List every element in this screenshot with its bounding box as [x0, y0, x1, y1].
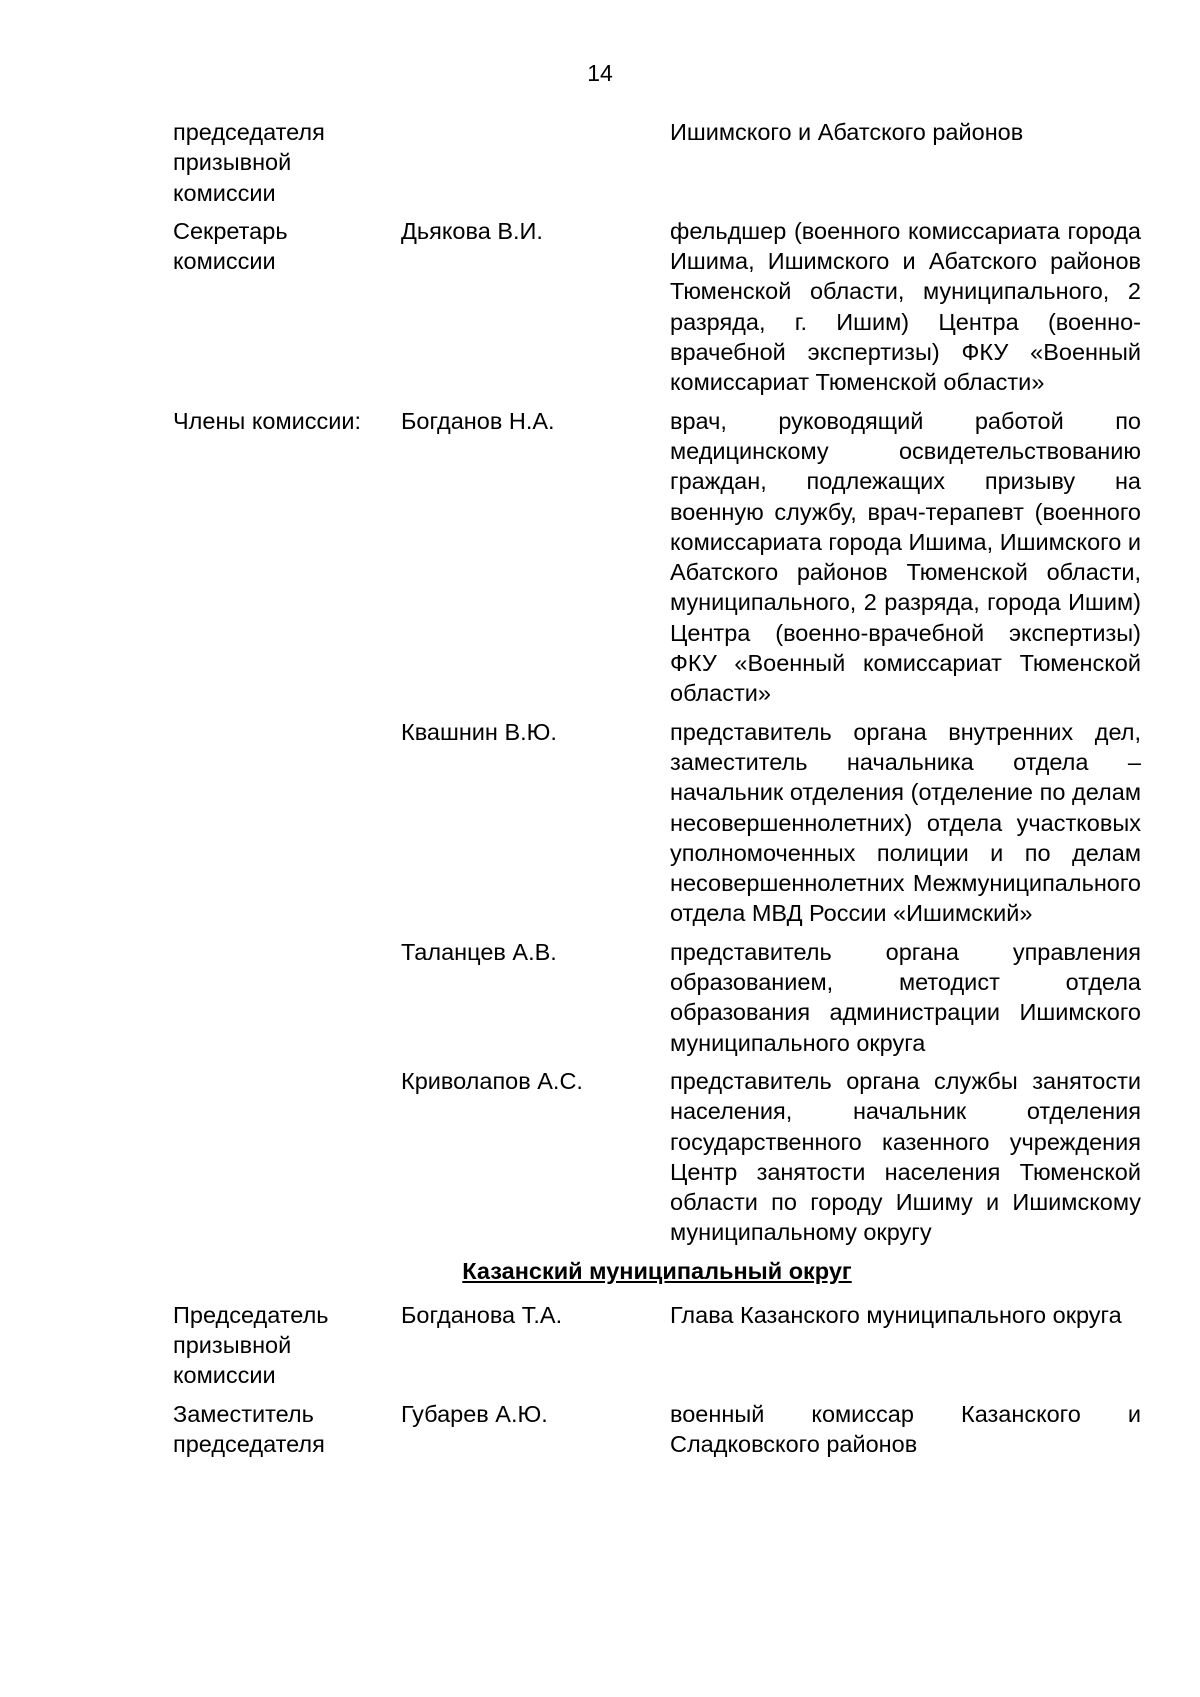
position-cell: военный комиссар Казанского и Сладковского районов	[670, 1400, 1141, 1457]
commission-table	[173, 117, 1141, 1467]
name-cell: Богданов Н.А.	[401, 407, 555, 434]
table-row	[173, 1300, 1141, 1391]
role-cell: председателя призывной комиссии	[173, 119, 325, 206]
table-row	[173, 117, 1141, 208]
role-cell: Члены комиссии:	[173, 407, 362, 434]
table-row	[173, 937, 1141, 1058]
name-cell: Губарев А.Ю.	[401, 1400, 548, 1427]
position-cell: Ишимского и Абатского районов	[670, 119, 1024, 145]
table-row	[173, 216, 1141, 398]
position-cell: Глава Казанского муниципального округа	[670, 1301, 1122, 1328]
position-cell: врач, руководящий работой по медицинскому освидетельствованию граждан, подлежащих призыву на военную службу, врач-терапевт (военного комиссариата города Ишима, Ишимского и Абатского районов Тюменской области, муниципального, 2 разряда, города Ишим) Центра (военно-врачебной экспертизы) ФКУ «Военный комиссариат Тюменской области»	[670, 407, 1141, 707]
position-cell: представитель органа внутренних дел, заместитель начальника отдела – начальник отделения (отделение по делам несовершеннолетних) отдела участковых уполномоченных полиции и по делам несовершеннолетних Межмуниципального отдела МВД России «Ишимский»	[670, 718, 1141, 927]
table-row	[173, 406, 1141, 709]
table-row	[173, 1399, 1141, 1460]
role-cell: Заместитель председателя	[173, 1400, 325, 1457]
name-cell: Квашнин В.Ю.	[401, 718, 557, 745]
table-row	[173, 1066, 1141, 1248]
role-cell: Председатель призывной комиссии	[173, 1301, 329, 1389]
name-cell: Богданова Т.А.	[401, 1301, 563, 1328]
name-cell: Криволапов А.С.	[401, 1067, 583, 1094]
page-number: 14	[587, 60, 613, 86]
position-cell: представитель органа управления образованием, методист отдела образования администрации Ишимского муниципального округа	[670, 938, 1141, 1056]
position-cell: фельдшер (военного комиссариата города Ишима, Ишимского и Абатского районов Тюменской области, муниципального, 2 разряда, г. Ишим) Центра (военно-врачебной экспертизы) ФКУ «Военный комиссариат Тюменской области»	[670, 217, 1141, 396]
section-heading: Казанский муниципальный округ	[462, 1257, 852, 1284]
table-row	[173, 717, 1141, 929]
name-cell: Дьякова В.И.	[401, 217, 543, 244]
role-cell: Секретарь комиссии	[173, 217, 288, 275]
name-cell: Таланцев А.В.	[401, 938, 557, 965]
position-cell: представитель органа службы занятости населения, начальник отделения государственного казенного учреждения Центр занятости населения Тюменской области по городу Ишиму и Ишимскому муниципальному округу	[670, 1067, 1141, 1246]
